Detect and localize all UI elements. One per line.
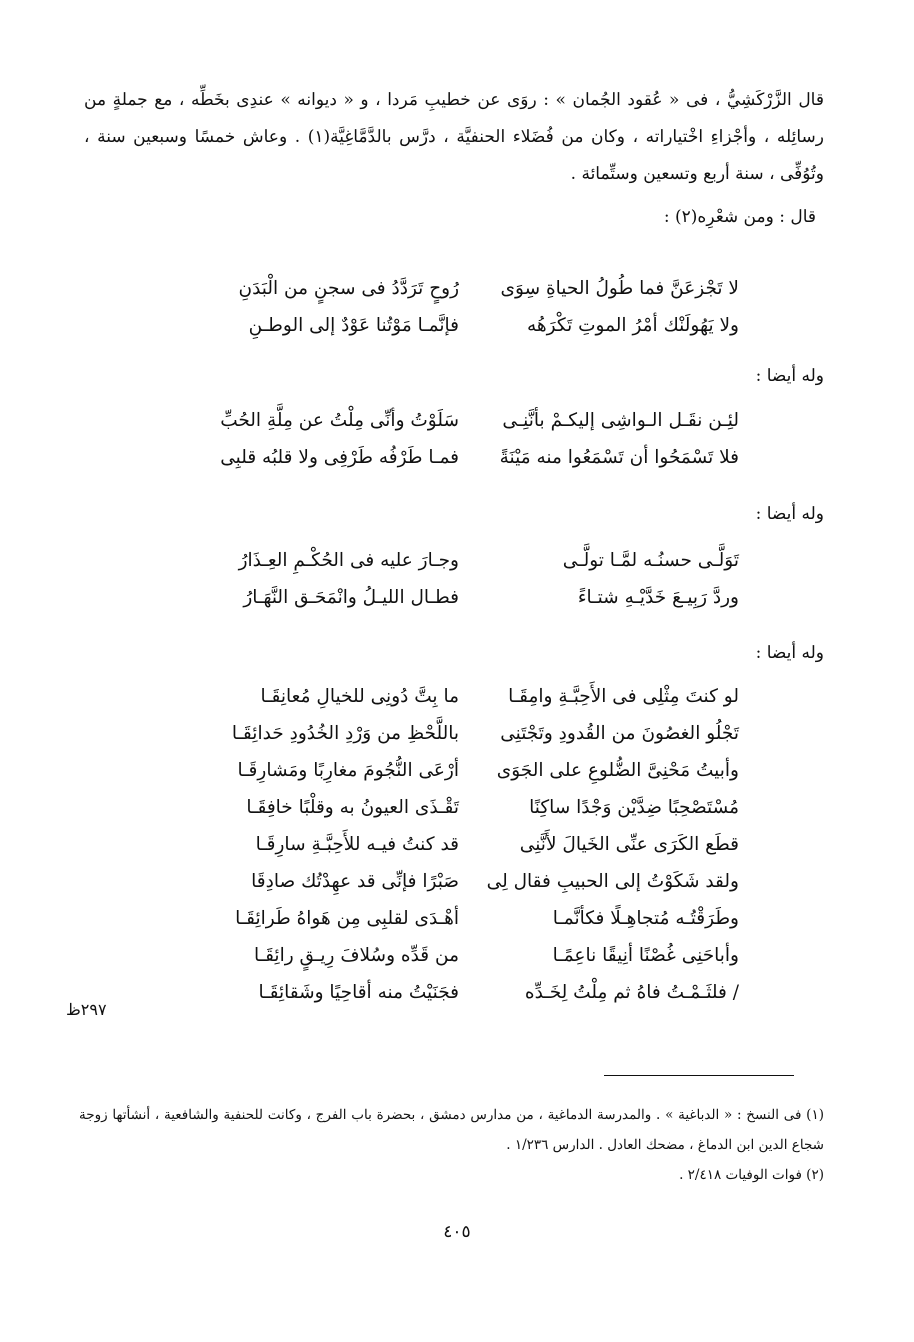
verse-first-hemistich: ولا يَهُولَنْك أمْرُ الموتِ تَكْرَهُه <box>526 315 739 336</box>
footnote-2: (٢) فوات الوفيات ٢/٤١٨ . <box>679 1167 824 1183</box>
verse-first-hemistich: / فلثَـمْـتُ فاهُ ثم مِلْتُ لِخَـدِّه <box>524 982 739 1003</box>
verse-second-hemistich: من قَدِّه وسُلافَ رِيـقٍ رائِقَـا <box>254 945 459 966</box>
poem-2 <box>0 406 914 480</box>
manuscript-folio-marker: ٢٩٧ظ <box>66 1000 107 1019</box>
prose-block <box>84 82 824 236</box>
verse-second-hemistich: أهْـدَى لقلبِى مِن هَواهُ طَرائِقَـا <box>235 908 459 929</box>
verse-second-hemistich: رُوحٍ تَرَدَّدُ فى سجنٍ من الْبَدَنِ <box>238 278 459 299</box>
verse-line <box>0 904 914 941</box>
verse-line <box>0 311 914 348</box>
verse-line <box>0 941 914 978</box>
poetry-intro: قال : ومن شعْرِه(٢) : <box>663 207 816 227</box>
verse-first-hemistich: وأبيتُ مَحْنِىَّ الضُّلوعِ على الجَوَى <box>496 760 739 781</box>
verse-line <box>0 583 914 620</box>
verse-second-hemistich: فجَنَيْتُ منه أقاحِيًا وشَقائِقَـا <box>258 982 459 1003</box>
verse-first-hemistich: لئِـن نقَـل الـواشِى إليكـمْ بأنَّنِـى <box>502 410 739 431</box>
poem-heading: وله أيضا : <box>755 504 824 524</box>
verse-line <box>0 274 914 311</box>
verse-first-hemistich: وطَرَقْتُـه مُتجاهِـلًا فكأنَّمـا <box>552 908 739 929</box>
verse-second-hemistich: فطـال الليـلُ وانْمَحَـق النَّهَـارُ <box>243 587 459 608</box>
poem-heading: وله أيضا : <box>755 643 824 663</box>
poem-3 <box>0 546 914 620</box>
verse-second-hemistich: صَبْرًا فإنِّى قد عهِدْتُك صادِقَا <box>251 871 459 892</box>
biography-paragraph: قال الزَّرْكَشِيُّ ، فى « عُقود الجُمان » : روَى عن خطيبِ مَردا ، و « ديوانه » عندِى بخَطِّه ، مع جملةٍ من رسائِله ، وأجْزاءِ اخْتياراته ، وكان من فُضَلاء الحنفيَّة ، درَّس بالدَّمَّاغِيَّة(١) . وعاش خمسًا وسبعين سنة ، وتُوُفِّى ، سنة أربع وتسعين وستِّمائة . <box>84 90 824 184</box>
poem-heading: وله أيضا : <box>755 366 824 386</box>
verse-first-hemistich: ولقد شَكَوْتُ إلى الحبيبِ فقال لِى <box>486 871 739 892</box>
verse-line <box>0 867 914 904</box>
verse-line <box>0 443 914 480</box>
verse-line <box>0 830 914 867</box>
verse-second-hemistich: أرْعَى النُّجُومَ مغارِبًا ومَشارِقَـا <box>237 760 459 781</box>
verse-line <box>0 406 914 443</box>
verse-line <box>0 546 914 583</box>
verse-second-hemistich: تَقْـذَى العيونُ به وقلْبًا خافِقَـا <box>246 797 459 818</box>
verse-second-hemistich: باللَّحْظِ من وَرْدِ الخُدُودِ حَدائِقَـا <box>231 723 459 744</box>
verse-first-hemistich: مُسْتَصْحِبًا ضِدَّيْن وَجْدًا ساكِنًا <box>529 797 739 818</box>
page-number: ٤٠٥ <box>443 1222 471 1242</box>
verse-first-hemistich: قطَع الكَرَى عنِّى الخَيالَ لأَنَّنِى <box>519 834 739 855</box>
verse-line <box>0 756 914 793</box>
verse-line <box>0 978 914 1015</box>
verse-second-hemistich: وجـارَ عليه فى الحُكْـمِ العِـذَارُ <box>238 550 459 571</box>
verse-second-hemistich: قد كنتُ فيـه للأَحِبَّـةِ سارِقَـا <box>255 834 459 855</box>
verse-first-hemistich: لو كنتَ مِثْلِى فى الأَحِبَّـةِ وامِقَـا <box>508 686 739 707</box>
verse-second-hemistich: فمـا طَرْفُه طَرْفِى ولا قلبُه قلبِى <box>220 447 459 468</box>
verse-first-hemistich: لا تَجْزعَنَّ فما طُولُ الحياةِ سِوَى <box>500 278 739 299</box>
verse-second-hemistich: ما بِتَّ دُونِى للخيالِ مُعانِقَـا <box>260 686 459 707</box>
footnote-1: (١) فى النسخ : « الدباغية » . والمدرسة الدماغية ، من مدارس دمشق ، بحضرة باب الفرج ، وكانت للحنفية والشافعية ، أنشأتها زوجة شجاع الدين ابن الدماغ ، مضحك العادل . الدارس ١/٢٣٦ . <box>79 1107 824 1153</box>
verse-first-hemistich: تَجْلُو الغصُونَ من القُدودِ وتَجْتَنِى <box>500 723 739 744</box>
verse-first-hemistich: فلا تَسْمَحُوا أن تَسْمَعُوا منه مَيْنَةً <box>499 447 739 468</box>
verse-first-hemistich: تَوَلَّـى حسنُـه لمَّـا تولَّـى <box>562 550 739 571</box>
verse-line <box>0 719 914 756</box>
footnotes <box>79 1100 824 1190</box>
footnote-divider <box>604 1075 794 1076</box>
verse-second-hemistich: فإنَّمـا مَوْتُنا عَوْدٌ إلى الوطـنِ <box>248 315 459 336</box>
verse-second-hemistich: سَلَوْتُ وأنِّى مِلْتُ عن مِلَّةِ الحُبِّ <box>220 410 459 431</box>
poem-4 <box>0 682 914 1015</box>
verse-line <box>0 793 914 830</box>
verse-line <box>0 682 914 719</box>
verse-first-hemistich: وأباحَنِى غُصْنًا أنِيقًا ناعِمًـا <box>552 945 739 966</box>
verse-first-hemistich: وردَّ رَبِيـعَ خَدَّيْـهِ شتـاءً <box>577 587 739 608</box>
poem-1 <box>0 274 914 348</box>
